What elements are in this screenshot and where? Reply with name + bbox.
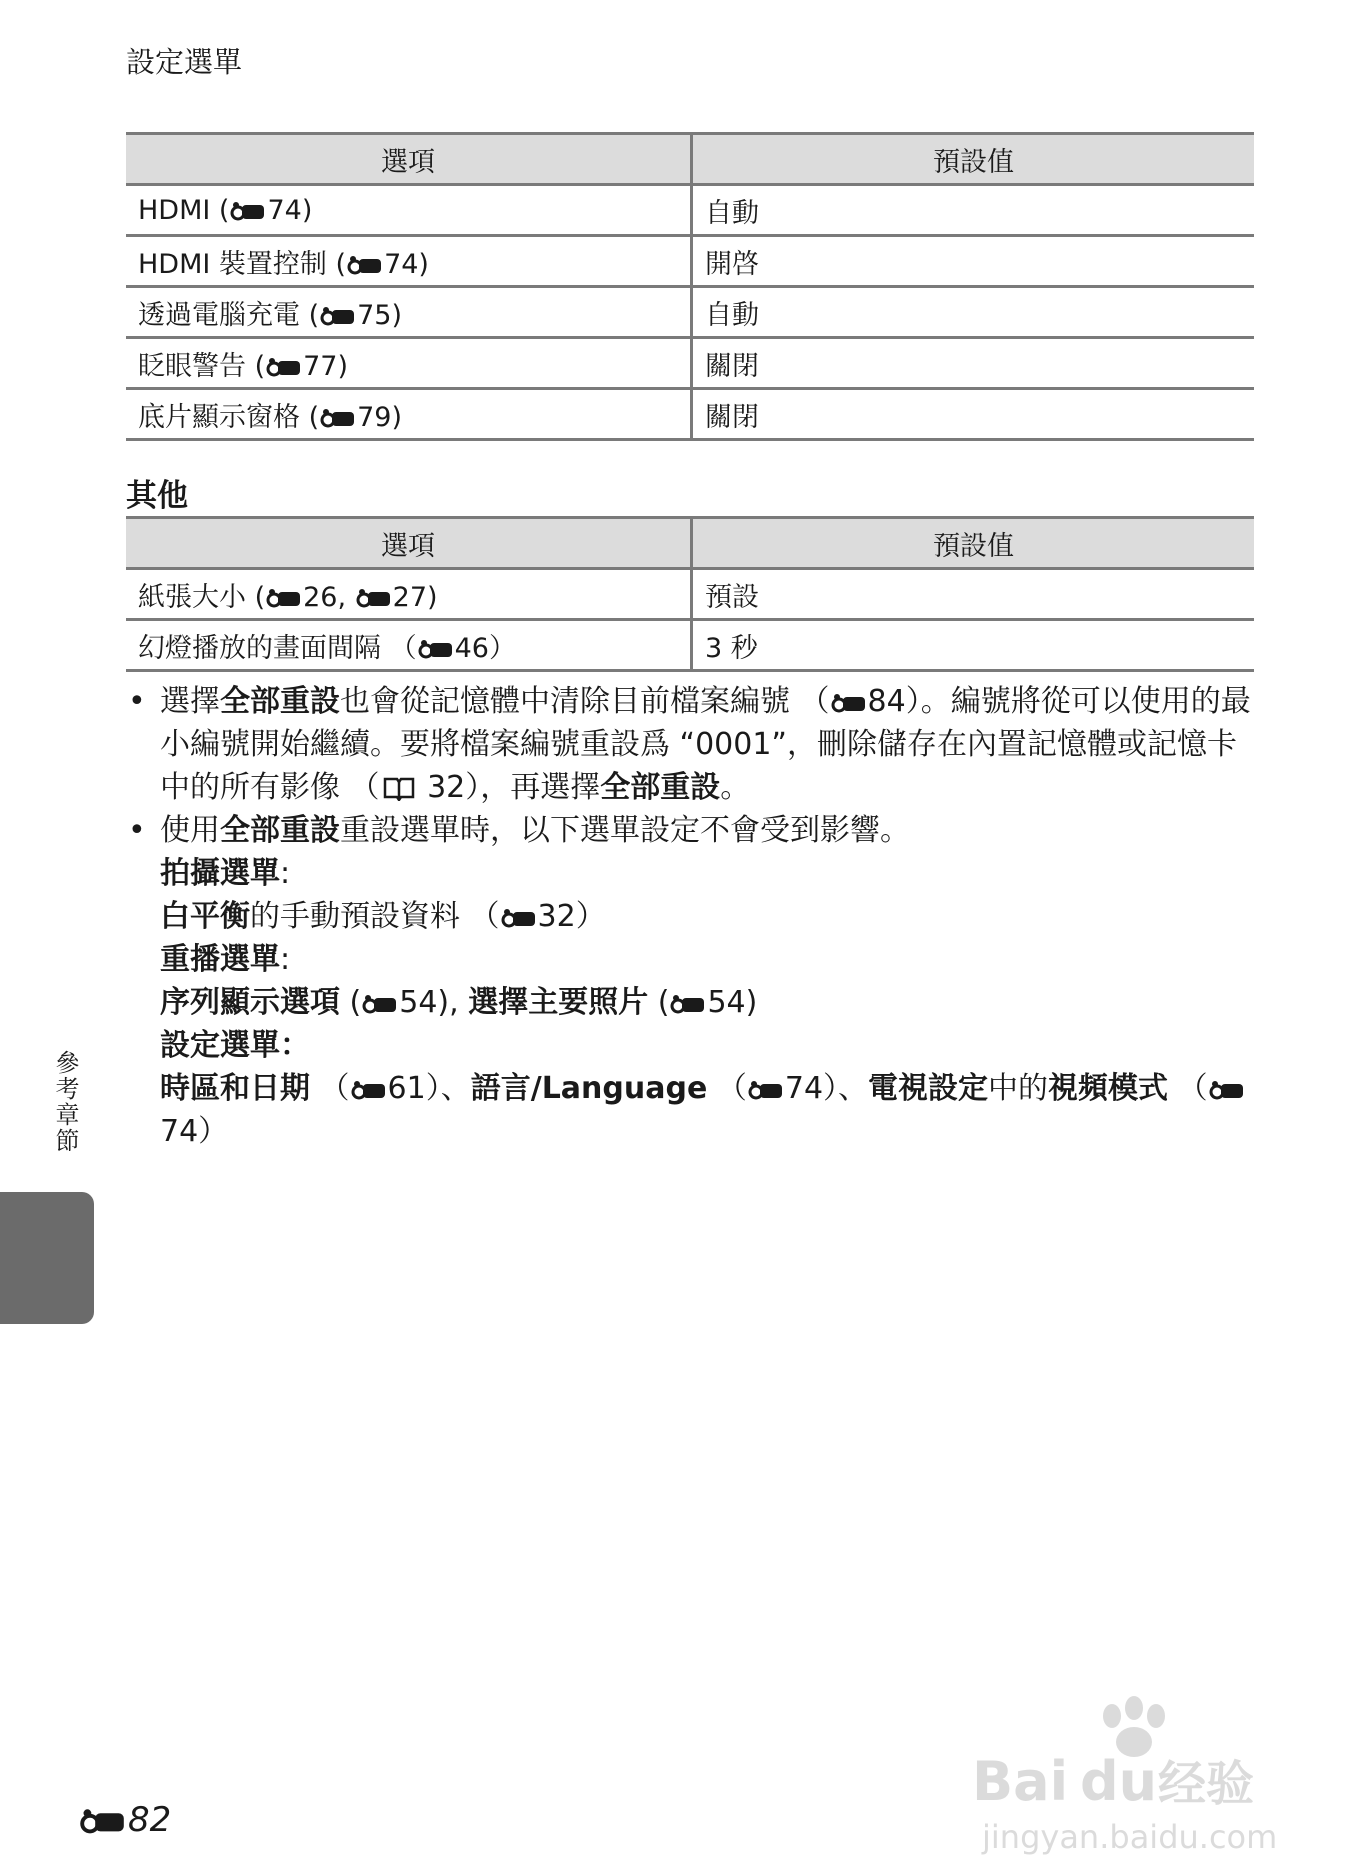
note-bullet: • 選擇全部重設也會從記憶體中清除目前檔案編號 （ 84）。編號將從可以使用的最小編號開始繼續。要將檔案編號重設爲 “0001”，刪除儲存在內置記憶體或記憶卡中的所有影像 （ 32），再選擇全部重設。 [126,680,1266,809]
reference-icon [831,693,867,713]
option-cell: 透過電腦充電 ( 75) [126,287,692,338]
chapter-tab [0,1192,94,1324]
reference-icon [347,255,383,275]
reference-icon [362,994,398,1014]
table-header-row [126,134,1254,185]
option-cell: HDMI 裝置控制 ( 74) [126,236,692,287]
note-bullet: • 使用全部重設重設選單時，以下選單設定不會受到影響。 拍攝選單: 白平衡的手動預設資料 （ 32） 重播選單: 序列顯示選項 ( 54), 選擇主要照片 ( 54) 設定選單： 時區和日期 （ 61）、語言/Language （ 74）、電視設定中的視頻模式 （74） [126,809,1266,1153]
reference-icon [79,1808,127,1834]
default-cell: 自動 [692,185,1255,236]
reference-icon [356,588,392,608]
reference-icon [320,306,356,326]
table-row [126,569,1254,620]
option-cell: 底片顯示窗格 ( 79) [126,389,692,440]
watermark-url: jingyan.baidu.com [982,1818,1278,1856]
table-row [126,287,1254,338]
table-row [126,236,1254,287]
reference-icon [1209,1080,1245,1100]
reference-icon [501,908,537,928]
default-cell: 關閉 [705,401,759,433]
watermark-cn: 经验 [1158,1756,1255,1812]
reference-icon [418,639,454,659]
default-cell: 自動 [692,287,1255,338]
option-cell: 幻燈播放的畫面間隔 （ 46） [126,620,692,671]
table-row [126,389,1254,440]
notes [126,680,1266,1153]
reference-icon [320,408,356,428]
other-table [126,516,1254,672]
option-cell: 眨眼警告 ( 77) [126,338,692,389]
watermark-brand2: du [1080,1750,1158,1813]
table-header-row [126,518,1254,569]
reference-icon [230,201,266,221]
reference-icon [670,994,706,1014]
playback-menu-label: 重播選單 [160,942,280,977]
setup-menu-label: 設定選單： [160,1028,310,1063]
reference-icon [266,357,302,377]
col-default-header: 預設值 [692,518,1255,569]
page-header: 設定選單 [126,45,243,79]
reference-icon [748,1080,784,1100]
baidu-watermark [962,1680,1302,1860]
section-title-other: 其他 [126,478,188,514]
default-cell: 開啓 [692,236,1255,287]
reference-icon [351,1080,387,1100]
shooting-menu-label: 拍攝選單 [160,856,280,891]
table-row [126,185,1254,236]
book-page-icon [382,775,416,801]
option-cell: 紙張大小 ( 26, 27) [126,569,692,620]
table-row [126,338,1254,389]
chapter-side-label: 參考章節 [51,1050,79,1154]
default-cell: 關閉 [692,338,1255,389]
watermark-brand: Bai [972,1750,1069,1813]
table-row [126,620,1254,671]
col-option-header: 選項 [126,134,692,185]
col-option-header: 選項 [126,518,692,569]
reference-icon [266,588,302,608]
option-cell: HDMI ( 74) [126,185,692,236]
setup-menu-table [126,132,1254,441]
default-cell: 3 秒 [705,632,758,664]
page-number: 82 [78,1800,171,1840]
default-cell: 預設 [692,569,1255,620]
col-default-header: 預設值 [692,134,1255,185]
